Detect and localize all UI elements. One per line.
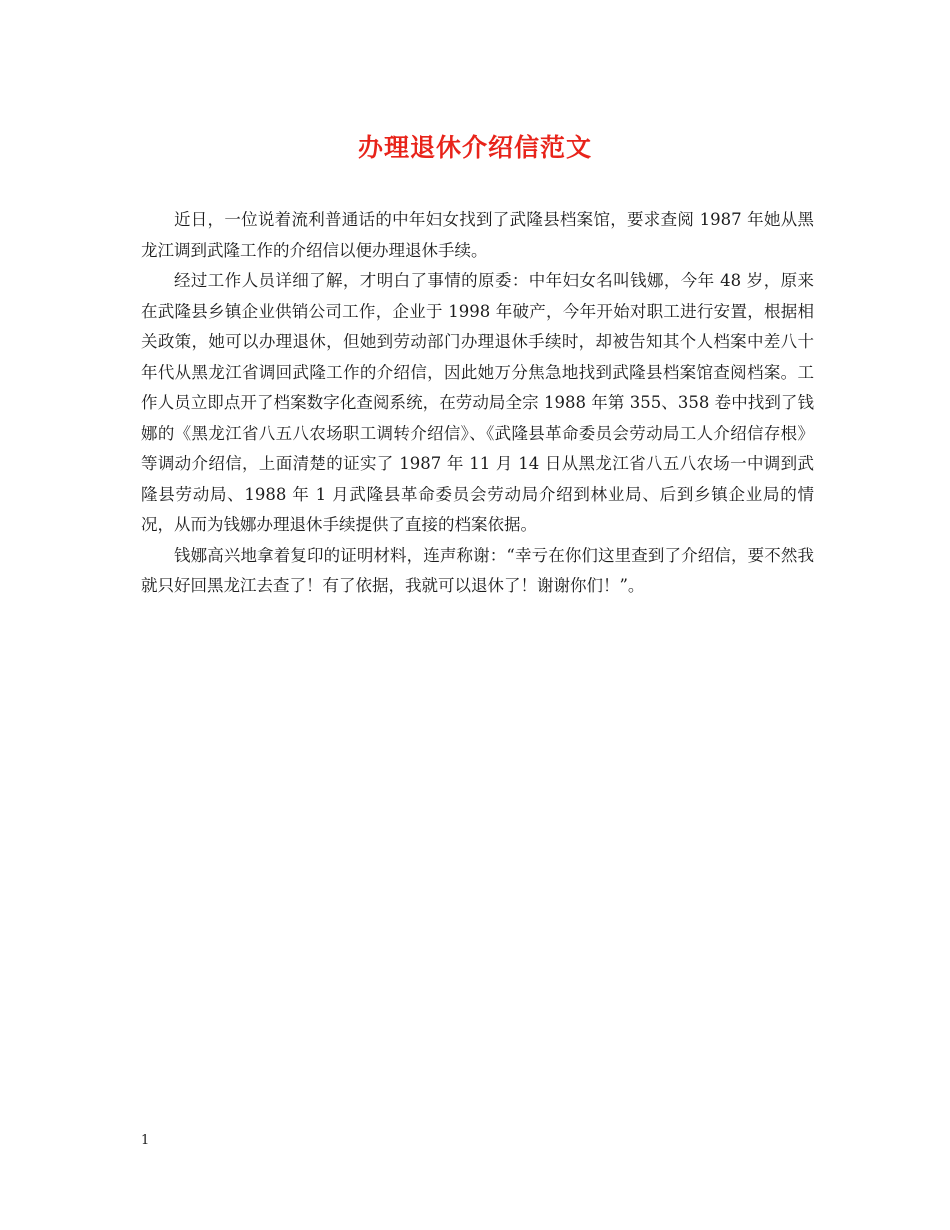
paragraph-3: 钱娜高兴地拿着复印的证明材料，连声称谢：“幸亏在你们这里查到了介绍信，要不然我就只好回黑龙江去查了！有了依据，我就可以退休了！谢谢你们！”。 [141, 545, 814, 595]
document-body [141, 205, 814, 602]
paragraph-1: 近日，一位说着流利普通话的中年妇女找到了武隆县档案馆，要求查阅 1987 年她从黑龙江调到武隆工作的介绍信以便办理退休手续。 [141, 210, 814, 260]
paragraph-2: 经过工作人员详细了解，才明白了事情的原委：中年妇女名叫钱娜，今年 48 岁，原来在武隆县乡镇企业供销公司工作，企业于 1998 年破产，今年开始对职工进行安置，根据相关政策，她可以办理退休，但她到劳动部门办理退休手续时，却被告知其个人档案中差八十年代从黑龙江省调回武隆工作的介绍信，因此她万分焦急地找到武隆县档案馆查阅档案。工作人员立即点开了档案数字化查阅系统，在劳动局全宗 1988 年第 355、358 卷中找到了钱娜的《黑龙江省八五八农场职工调转介绍信》、《武隆县革命委员会劳动局工人介绍信存根》等调动介绍信，上面清楚的证实了 1987 年 11 月 14 日从黑龙江省八五八农场一中调到武隆县劳动局、1988 年 1 月武隆县革命委员会劳动局介绍到林业局、后到乡镇企业局的情况，从而为钱娜办理退休手续提供了直接的档案依据。 [141, 271, 814, 534]
page-number: 1 [141, 1133, 150, 1148]
document-title: 办理退休介绍信范文 [357, 133, 592, 162]
